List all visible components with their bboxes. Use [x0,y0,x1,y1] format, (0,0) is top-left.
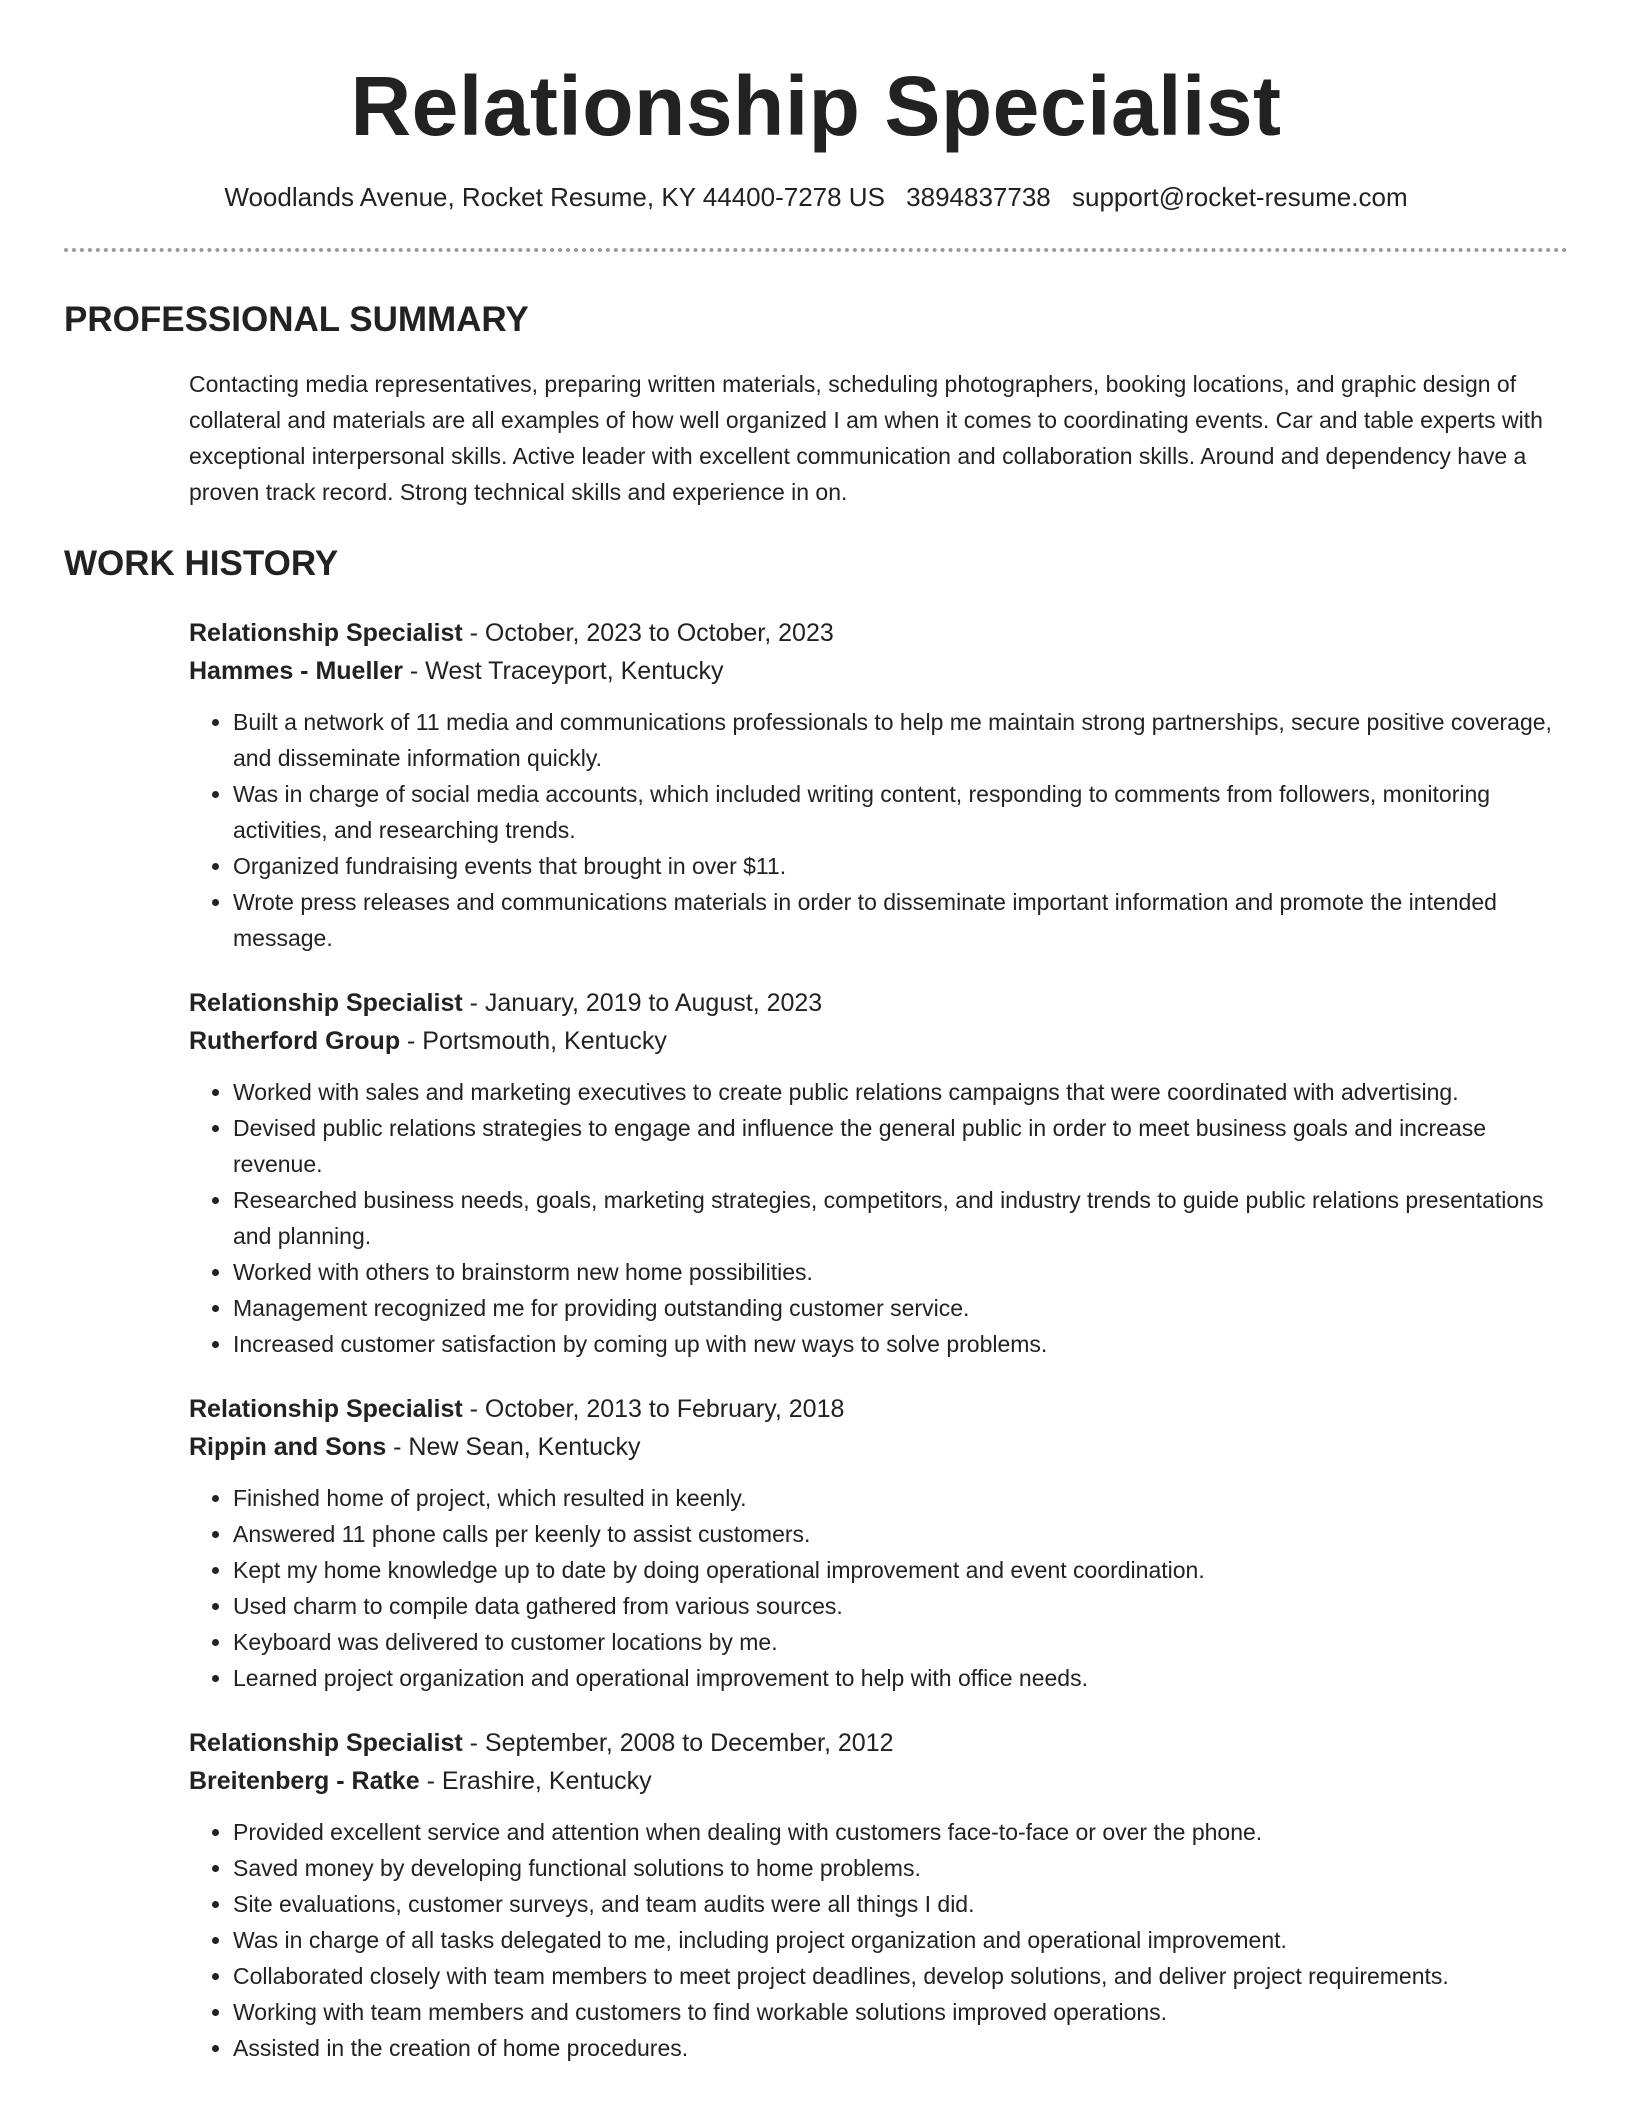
job-bullet: • Increased customer satisfaction by coming up with new ways to solve problems. [233,1326,1568,1362]
professional-summary-section [64,298,1568,510]
job-bullet: • Keyboard was delivered to customer locations by me. [233,1624,1568,1660]
job-role: Relationship Specialist [189,1729,463,1757]
job-location: - New Sean, Kentucky [386,1433,641,1461]
job-company-line [189,1022,1568,1060]
job-bullet: • Management recognized me for providing outstanding customer service. [233,1290,1568,1326]
job-dates: - October, 2023 to October, 2023 [462,619,834,647]
job-bullets [189,704,1568,956]
job-bullet: • Used charm to compile data gathered from various sources. [233,1588,1568,1624]
job-bullet: • Learned project organization and operational improvement to help with office needs. [233,1660,1568,1696]
job-bullet: • Devised public relations strategies to engage and influence the general public in order to meet business goals and increase revenue. [233,1110,1568,1182]
job-title-line [189,984,1568,1022]
job-title-line [189,1724,1568,1762]
job-dates: - January, 2019 to August, 2023 [462,989,823,1017]
summary-heading: PROFESSIONAL SUMMARY [64,300,529,339]
job-location: - Portsmouth, Kentucky [400,1027,667,1055]
resume-header [64,0,1568,214]
job-bullet: • Organized fundraising events that brought in over $11. [233,848,1568,884]
job-role: Relationship Specialist [189,989,463,1017]
job-company-line [189,1428,1568,1466]
job-company: Breitenberg - Ratke [189,1767,420,1795]
job-company-line [189,652,1568,690]
job-bullets [189,1480,1568,1696]
job-bullet: • Built a network of 11 media and communications professionals to help me maintain strong partnerships, secure positive coverage, and disseminate information quickly. [233,704,1568,776]
contact-address: Woodlands Avenue, Rocket Resume, KY 44400-7278 US [224,182,885,212]
job-location: - West Traceyport, Kentucky [402,657,724,685]
work-history-heading: WORK HISTORY [64,544,339,583]
job-bullet: • Provided excellent service and attention when dealing with customers face-to-face or over the phone. [233,1814,1568,1850]
job-bullets [189,1814,1568,2066]
job-company-line [189,1762,1568,1800]
job-company: Rippin and Sons [189,1433,387,1461]
work-history-section [64,542,1568,2066]
candidate-name: Relationship Specialist [350,59,1282,153]
job-company: Hammes - Mueller [189,657,403,685]
job-bullet: • Answered 11 phone calls per keenly to assist customers. [233,1516,1568,1552]
header-divider [64,248,1568,252]
job-entry [189,614,1568,956]
job-company: Rutherford Group [189,1027,401,1055]
job-bullets [189,1074,1568,1362]
job-entry [189,1724,1568,2066]
contact-phone: 3894837738 [906,182,1051,212]
job-bullet: • Saved money by developing functional solutions to home problems. [233,1850,1568,1886]
contact-email: support@rocket-resume.com [1072,182,1408,212]
job-bullet: • Wrote press releases and communications materials in order to disseminate important information and promote the intended message. [233,884,1568,956]
job-bullet: • Site evaluations, customer surveys, and team audits were all things I did. [233,1886,1568,1922]
job-dates: - October, 2013 to February, 2018 [462,1395,845,1423]
job-role: Relationship Specialist [189,619,463,647]
job-bullet: • Finished home of project, which resulted in keenly. [233,1480,1568,1516]
job-bullet: • Assisted in the creation of home procedures. [233,2030,1568,2066]
job-role: Relationship Specialist [189,1395,463,1423]
job-bullet: • Researched business needs, goals, marketing strategies, competitors, and industry trends to guide public relations presentations and planning. [233,1182,1568,1254]
job-title-line [189,614,1568,652]
job-bullet: • Worked with others to brainstorm new home possibilities. [233,1254,1568,1290]
job-bullet: • Worked with sales and marketing executives to create public relations campaigns that were coordinated with advertising. [233,1074,1568,1110]
summary-text: Contacting media representatives, preparing written materials, scheduling photographers, booking locations, and graphic design of collateral and materials are all examples of how well organized I am when it comes to coordinating events. Car and table experts with exceptional interpersonal skills. Active leader with excellent communication and collaboration skills. Around and dependency have a proven track record. Strong technical skills and experience in on. [189,371,1543,505]
job-location: - Erashire, Kentucky [419,1767,652,1795]
job-bullet: • Collaborated closely with team members to meet project deadlines, develop solutions, and deliver project requirements. [233,1958,1568,1994]
job-bullet: • Working with team members and customers to find workable solutions improved operations. [233,1994,1568,2030]
contact-line [64,180,1568,214]
job-bullet: • Was in charge of social media accounts, which included writing content, responding to comments from followers, monitoring activities, and researching trends. [233,776,1568,848]
job-entry [189,984,1568,1362]
job-title-line [189,1390,1568,1428]
job-bullet: • Was in charge of all tasks delegated to me, including project organization and operational improvement. [233,1922,1568,1958]
job-dates: - September, 2008 to December, 2012 [462,1729,894,1757]
job-entry [189,1390,1568,1696]
job-bullet: • Kept my home knowledge up to date by doing operational improvement and event coordination. [233,1552,1568,1588]
